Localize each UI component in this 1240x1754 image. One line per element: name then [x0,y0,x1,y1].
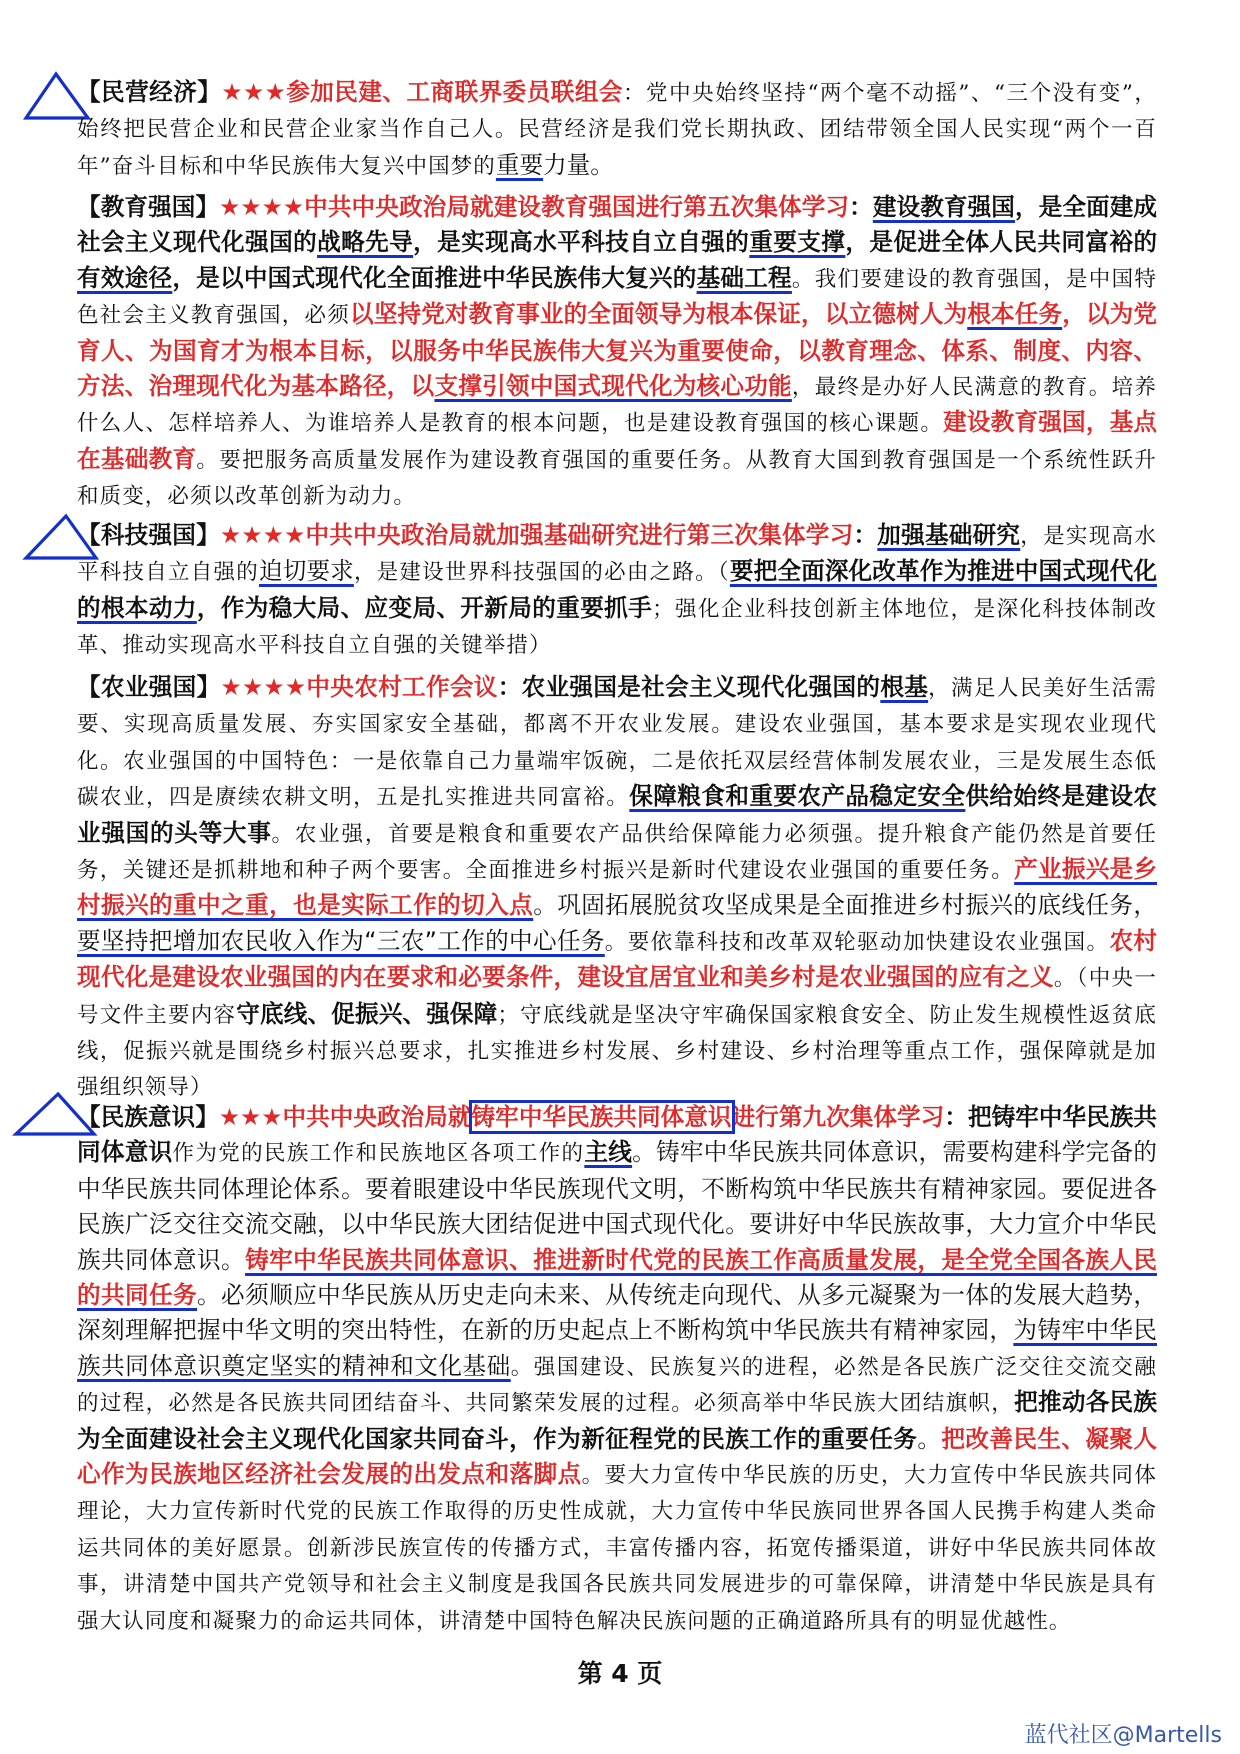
underlined-key-phrase: 根基 [880,673,929,701]
star-rating: ★★★★ [219,521,306,549]
section-minzu [77,1100,1157,1639]
underlined-key-phrase: 建设教育强国 [872,193,1015,221]
section-keji [77,518,1157,664]
body-text: ： [853,521,878,549]
underlined-key-phrase: 支撑引领中国式现代化为核心功能 [434,372,792,401]
event-title: 中央农村工作会议 [306,673,498,701]
section-label: 【科技强国】 [77,521,220,549]
underlined-key-phrase: 铸牢中华民族共同体意识、推进新时代党的民族工作高质量发展，是全党全国各族人民的共同任务 [77,1245,1158,1310]
body-text: ，是以中国式现代化全面推进中华民族伟大复兴的 [172,263,697,292]
body-text: 。巩固拓展脱贫攻坚成果是全面推进乡村振兴的底线任务， [533,891,1158,920]
body-text: ；守底线就是坚决守牢确保国家粮食安全、防止发生规模性返贫底线，促振兴就是围绕乡村振兴总要求，扎实推进乡村发展、乡村建设、乡村治理等重点工作，强保障就是加强组织领导） [77,1002,1158,1101]
body-text: 作为党的民族工作和民族地区各项工作的 [172,1141,585,1167]
underlined-key-phrase: 要坚持把增加农民收入作为“三农”工作的中心任务 [77,926,605,955]
body-text: ，满足人民美好生活需要、实现高质量发展、夯实国家安全基础，都离不开农业发展。建设农业强国，基本要求是实现农业现代化。农业强国的中国特色：一是依靠自己力量端牢饭碗，二是依托双层经营体制发展农业，三是发展生态低碳农业，四是赓续农耕文明，五是扎实推进共同富裕。 [77,676,1158,811]
body-text: 。要把服务高质量发展作为建设教育强国的重要任务。从教育大国到教育强国是一个系统性跃升和质变，必须以改革创新为动力。 [77,447,1157,510]
body-text: 。必须顺应中华民族从历史走向未来、从传统走向现代、从多元凝聚为一体的发展大趋势，深刻理解把握中华文明的突出特性，在新的历史起点上不断构筑中华民族共有精神家园， [77,1281,1157,1345]
body-text: ，是促进全体人民共同富裕的 [845,228,1158,257]
underlined-key-phrase: 迫切要求 [258,557,354,586]
underlined-key-phrase: 为铸牢中华民族共同体意识奠定坚实的精神和文化基础 [77,1316,1157,1380]
underlined-key-phrase: 基础工程 [696,263,792,292]
bold-text: 把铸牢中华民族共同体意识 [77,1103,1158,1167]
section-minying [77,75,1157,184]
section-paragraph [77,670,1157,1106]
section-label: 【民族意识】 [77,1103,219,1131]
body-text: 力量。 [543,150,614,179]
star-rating: ★★★ [221,78,287,106]
section-label: 【农业强国】 [77,673,221,701]
red-emphasis-text: 把改善民生、凝聚人心作为民族地区经济社会发展的出发点和落脚点 [77,1424,1158,1489]
body-text: ，是实现高水平科技自立自强的 [413,228,750,257]
section-paragraph [77,1100,1157,1639]
body-text: 。（中央一号文件主要内容 [77,966,1157,1028]
red-emphasis-text: 建设教育强国，基点在基础教育 [77,408,1157,473]
body-text: 。强国建设、民族复兴的进程，必然是各民族广泛交往交流交融的过程，必然是各民族共同团结奋斗、共同繁荣发展的过程。必须高举中华民族大团结旗帜， [77,1354,1157,1417]
underlined-key-phrase: 要把全面深化改革作为推进中国式现代化的根本动力 [77,557,1158,622]
body-text: 农业强国是社会主义现代化强国的 [521,673,881,701]
body-text: ：党中央始终坚持“两个毫不动摇”、“三个没有变”，始终把民营企业和民营企业家当作自己人。民营经济是我们党长期执政、团结带领全国人民实现“两个一百年”奋斗目标和中华民族伟大复兴中国梦的 [77,81,1158,179]
section-paragraph [77,75,1157,184]
underlined-key-phrase: 根本任务 [967,300,1063,329]
body-text: ： [849,193,873,221]
red-emphasis-text: 以坚持党对教育事业的全面领导为根本保证，以立德树人为 [349,300,968,329]
section-nongye [77,670,1157,1106]
body-text: ，作为稳大局、应变局、开新局的重要抓手 [196,593,653,622]
event-title: 中共中央政治局就建设教育强国进行第五次集体学习 [304,193,850,221]
red-emphasis-text: ，以为党育人、为国育才为根本目标，以服务中华民族伟大复兴为重要使命，以教育理念、体系、制度、内容、方法、治理现代化为基本路径，以 [77,300,1158,401]
event-title: 中共中央政治局就 [282,1103,472,1131]
section-paragraph [77,190,1157,515]
body-text: ： [944,1103,968,1131]
underlined-key-phrase: 重要支撑 [749,228,846,257]
underlined-key-phrase: 保障粮食和重要农产品稳定安全 [629,782,966,811]
star-rating: ★★★★ [220,673,307,701]
body-text: 供给始终是建设农业强国的头等大事 [77,782,1158,847]
body-text: 。 [917,1424,942,1453]
bold-text: 守底线、促振兴、强保障 [236,999,498,1028]
body-text: 。要依靠科技和改革双轮驱动加快建设农业强国。 [604,929,1110,955]
star-rating: ★★★★ [219,193,305,221]
body-text: 。铸牢中华民族共同体意识，需要构建科学完备的中华民族共同体理论体系。要着眼建设中华民族现代文明，不断构筑中华民族共有精神家园。要促进各民族广泛交往交流交融，以中华民族大团结促进中国式现代化。要讲好中华民族故事，大力宣介中华民族共同体意识。 [77,1138,1158,1274]
section-jiaoyu [77,190,1157,515]
body-text: 。要大力宣传中华民族的历史，大力宣传中华民族共同体理论，大力宣传新时代党的民族工作取得的历史性成就，大力宣传中华民族同世界各国人民携手构建人类命运共同体的美好愿景。创新涉民族宣传的传播方式，丰富传播内容，拓宽传播渠道，讲好中华民族共同体故事，讲清楚中国共产党领导和社会主义制度是我国各民族共同发展进步的可靠保障，讲清楚中华民族是具有强大认同度和凝聚力的命运共同体，讲清楚中国特色解决民族问题的正确道路所具有的明显优越性。 [77,1463,1157,1634]
body-text: ；强化企业科技创新主体地位，是深化科技体制改革、推动实现高水平科技自立自强的关键举措） [77,596,1158,659]
underlined-key-phrase: 加强基础研究 [877,521,1021,549]
star-rating: ★★★ [218,1103,283,1131]
event-title: 进行第九次集体学习 [731,1103,945,1131]
section-paragraph [77,518,1157,664]
event-title: 参加民建、工商联界委员联组会 [286,78,623,106]
section-label: 【民营经济】 [77,78,222,106]
red-emphasis-text: 农村现代化是建设农业强国的内在要求和必要条件，建设宜居宜业和美乡村是农业强国的应有之义 [77,926,1158,992]
underlined-key-phrase: 主线 [584,1138,633,1167]
body-text: 。农业强，首要是粮食和重要农产品供给保障能力必须强。提升粮食产能仍然是首要任务，关键还是抓耕地和种子两个要害。全面推进乡村振兴是新时代建设农业强国的重要任务。 [77,821,1158,884]
boxed-key-phrase: 铸牢中华民族共同体意识 [471,1103,732,1131]
underlined-key-phrase: 产业振兴是乡村振兴的重中之重，也是实际工作的切入点 [77,855,1158,920]
body-text: 。我们要建设的教育强国，是中国特色社会主义教育强国，必须 [77,266,1158,329]
underlined-key-phrase: 重要 [495,150,544,179]
event-title: 中共中央政治局就加强基础研究进行第三次集体学习 [305,521,854,549]
section-label: 【教育强国】 [77,193,220,221]
body-text: ，是建设世界科技强国的必由之路。（ [353,560,730,586]
page-number: 第 4 页 [577,1659,663,1688]
body-text: ，是实现高水平科技自立自强的 [77,524,1158,586]
body-text: ，最终是办好人民满意的教育。培养什么人、怎样培养人、为谁培养人是教育的根本问题，也是建设教育强国的核心课题。 [77,375,1158,437]
watermark: 蓝代社区@Martells [1024,1723,1222,1748]
underlined-key-phrase: 战略先导 [317,228,414,257]
body-text: ： [497,673,522,701]
bold-text: 把推动各民族为全面建设社会主义现代化国家共同奋斗，作为新征程党的民族工作的重要任务 [77,1388,1158,1453]
underlined-key-phrase: 有效途径 [77,263,173,292]
body-text: ，是全面建成社会主义现代化强国的 [77,193,1158,257]
